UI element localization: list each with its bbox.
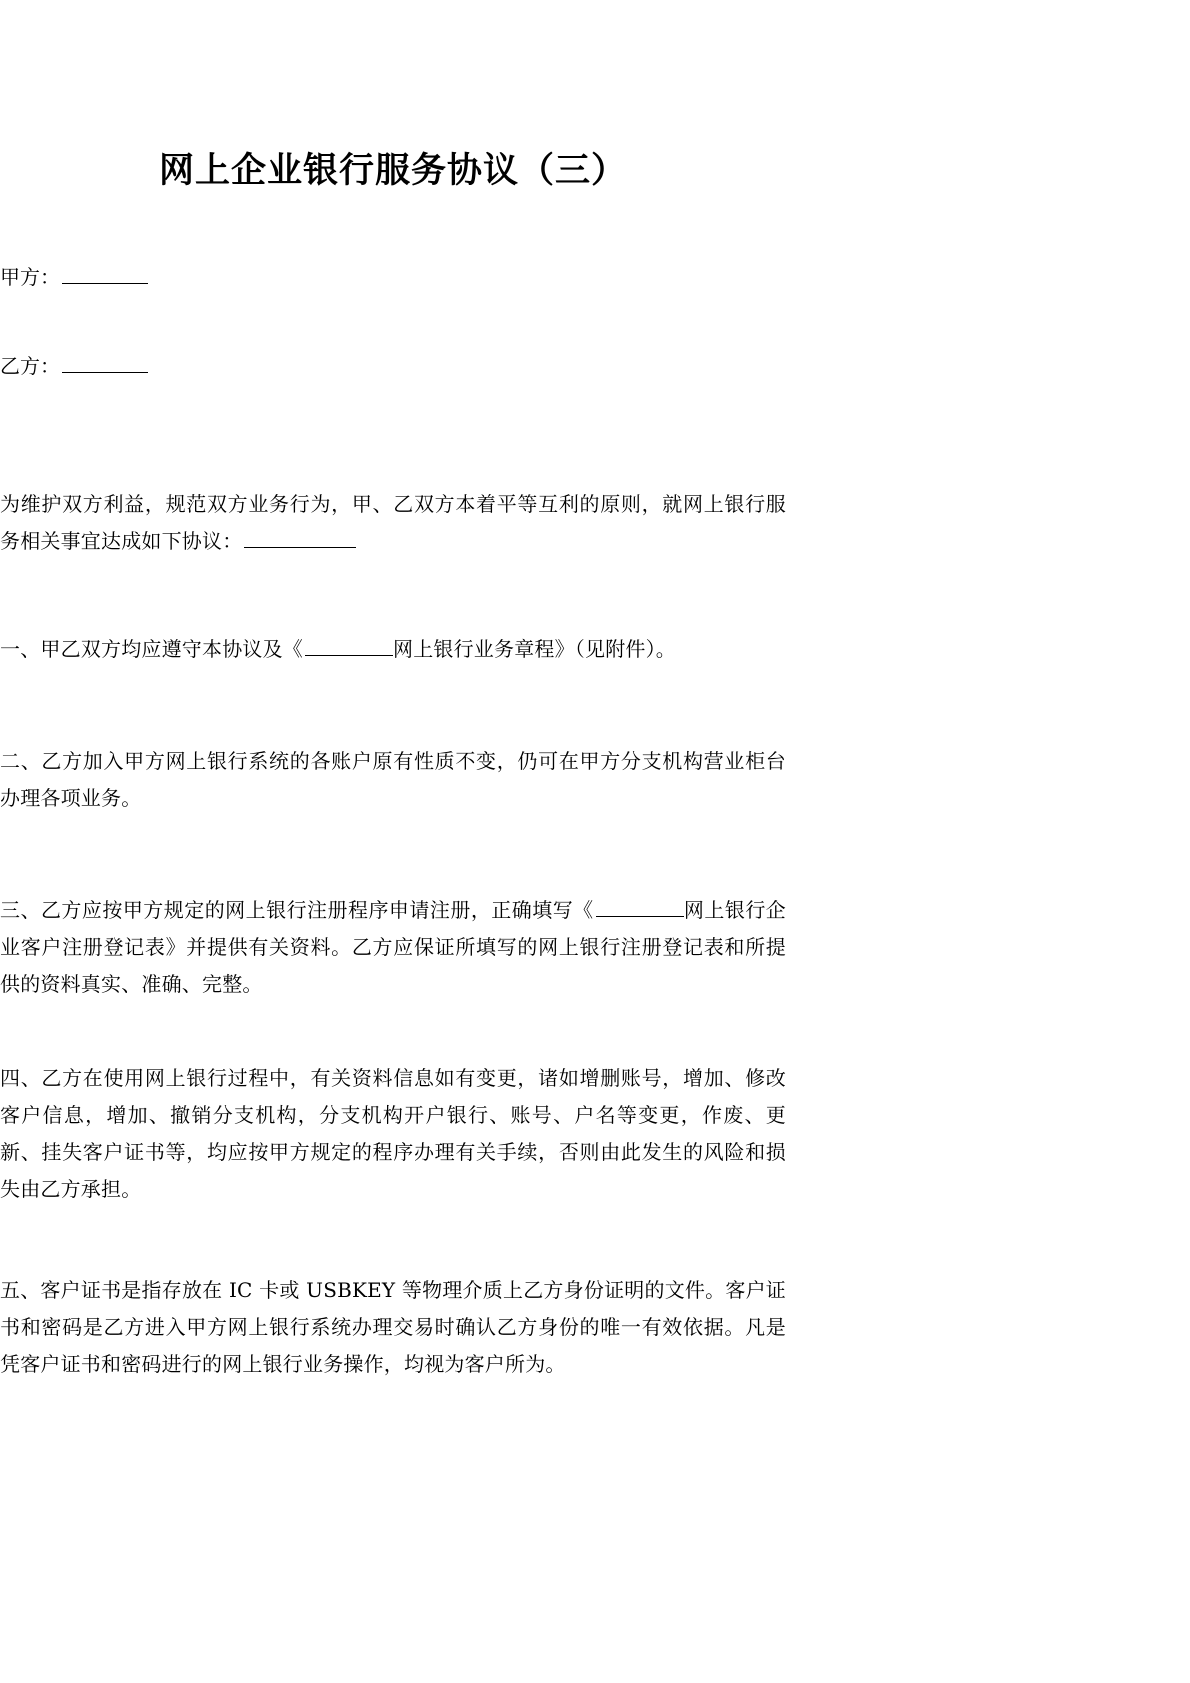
clause-1-text-before: 一、甲乙双方均应遵守本协议及《 [0,637,303,661]
clause-1-text-after: 网上银行业务章程》（见附件）。 [393,637,676,661]
clause-2 [0,743,786,817]
party-line [0,351,786,381]
clause-1 [0,631,786,668]
intro-blank[interactable] [244,530,356,548]
party-label-jiafang: 甲方： [0,265,60,289]
intro-paragraph [0,486,786,560]
clause-4-text: 四、乙方在使用网上银行过程中，有关资料信息如有变更，诸如增删账号，增加、修改客户信息，增加、撤销分支机构，分支机构开户银行、账号、户名等变更，作废、更新、挂失客户证书等，均应按甲方规定的程序办理有关手续，否则由此发生的风险和损失由乙方承担。 [0,1066,786,1201]
page-title: 网上企业银行服务协议（三） [158,150,627,191]
party-blank-jiafang[interactable] [62,266,148,284]
clause-4 [0,1060,786,1208]
intro-text: 为维护双方利益，规范双方业务行为，甲、乙双方本着平等互利的原则，就网上银行服务相关事宜达成如下协议： [0,492,786,553]
party-field-jiafang [0,262,786,292]
party-field-yifang [0,351,786,381]
clause-3-blank[interactable] [596,899,684,917]
clause-5 [0,1272,786,1383]
clause-1-blank[interactable] [305,638,393,656]
clause-3-text-after: 网上银行企业客户注册登记表》并提供有关资料。乙方应保证所填写的网上银行注册登记表和所提供的资料真实、准确、完整。 [0,898,786,996]
clause-3-text-before: 三、乙方应按甲方规定的网上银行注册程序申请注册，正确填写《 [0,898,594,922]
clause-2-text: 二、乙方加入甲方网上银行系统的各账户原有性质不变，仍可在甲方分支机构营业柜台办理各项业务。 [0,749,786,810]
clause-5-text: 五、客户证书是指存放在 IC 卡或 USBKEY 等物理介质上乙方身份证明的文件。客户证书和密码是乙方进入甲方网上银行系统办理交易时确认乙方身份的唯一有效依据。凡是凭客户证书和密码进行的网上银行业务操作，均视为客户所为。 [0,1278,786,1376]
party-blank-yifang[interactable] [62,355,148,373]
party-label-yifang: 乙方： [0,354,60,378]
party-line [0,262,786,292]
clause-3 [0,892,786,1003]
